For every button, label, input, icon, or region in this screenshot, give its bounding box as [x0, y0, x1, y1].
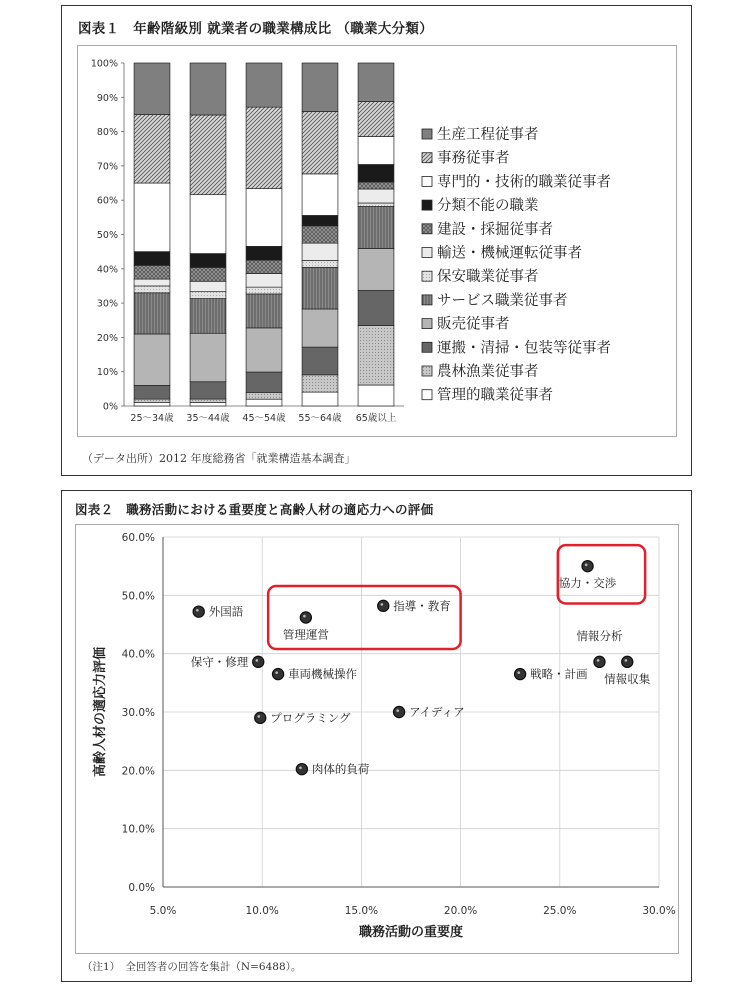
- bar-segment: [358, 137, 394, 165]
- data-point-highlight: [396, 709, 399, 712]
- legend-swatch: [422, 200, 432, 210]
- bar-segment: [246, 260, 282, 274]
- y-tick-label: 0.0%: [128, 882, 155, 894]
- figure2-panel: [61, 490, 692, 982]
- bar-segment: [246, 392, 282, 399]
- y-tick-label: 50.0%: [121, 590, 155, 603]
- data-point-highlight: [258, 715, 261, 718]
- legend-label: 事務従事者: [437, 150, 510, 167]
- y-tick-label: 0%: [102, 401, 118, 413]
- legend-swatch: [422, 390, 432, 400]
- data-point-highlight: [625, 659, 628, 662]
- data-point: [253, 656, 264, 667]
- bar-segment: [190, 403, 226, 406]
- bar-segment: [358, 326, 394, 386]
- point-label: 保守・修理: [190, 654, 249, 669]
- x-tick-label: 30.0%: [642, 905, 676, 917]
- data-point-highlight: [256, 659, 259, 662]
- y-tick-label: 70%: [96, 161, 118, 173]
- x-tick-label: 10.0%: [245, 905, 279, 917]
- legend-label: 建設・採掘従事者: [437, 221, 553, 238]
- legend-swatch: [422, 153, 432, 163]
- bar-segment: [190, 281, 226, 291]
- bar-segment: [134, 403, 170, 406]
- bar-segment: [358, 182, 394, 189]
- y-tick-label: 20.0%: [121, 765, 155, 778]
- bar-segment: [190, 399, 226, 402]
- bar-segment: [246, 328, 282, 372]
- legend-swatch: [422, 342, 432, 352]
- bar-segment: [358, 63, 394, 102]
- bar-segment: [358, 291, 394, 326]
- bar-segment: [302, 392, 338, 406]
- data-point-highlight: [381, 603, 384, 606]
- figure1-panel: [61, 5, 692, 476]
- legend-label: 農林漁業従事者: [437, 364, 539, 380]
- point-label: 指導・教育: [393, 598, 451, 613]
- point-label: 管理運営: [282, 627, 329, 642]
- bar-segment: [134, 265, 170, 279]
- x-tick-label: 65歳以上: [355, 413, 397, 424]
- figure2-scatter-chart: [62, 491, 693, 983]
- data-point: [272, 668, 283, 679]
- bar-segment: [302, 226, 338, 243]
- data-point: [622, 656, 633, 667]
- bar-segment: [302, 112, 338, 174]
- bar-segment: [134, 252, 170, 266]
- x-tick-label: 55～64歳: [298, 413, 342, 424]
- legend-label: 管理的職業従事者: [437, 387, 553, 404]
- y-tick-label: 30.0%: [121, 707, 155, 719]
- bar-segment: [246, 274, 282, 288]
- y-tick-label: 10.0%: [121, 823, 155, 836]
- data-point-highlight: [275, 671, 278, 674]
- bar-segment: [302, 174, 338, 216]
- bar-segment: [246, 372, 282, 392]
- x-tick-label: 15.0%: [344, 905, 379, 917]
- bar-segment: [358, 102, 394, 137]
- bar-segment: [358, 385, 394, 406]
- bar-segment: [302, 260, 338, 267]
- data-point: [582, 561, 593, 572]
- bar-segment: [134, 293, 170, 334]
- bar-segment: [302, 347, 338, 375]
- x-tick-label: 25.0%: [543, 905, 577, 917]
- legend-swatch: [422, 366, 432, 376]
- data-point: [193, 606, 204, 617]
- data-point-highlight: [196, 609, 199, 612]
- bar-segment: [246, 287, 282, 294]
- x-tick-label: 45～54歳: [242, 413, 286, 424]
- legend-swatch: [422, 248, 432, 258]
- figure2-note: （注1） 全回答者の回答を集計（N=6488）。: [82, 961, 302, 973]
- bar-segment: [134, 183, 170, 252]
- legend-label: 運搬・清掃・包装等従事者: [437, 340, 611, 357]
- data-point: [594, 656, 605, 667]
- data-point-highlight: [585, 563, 588, 566]
- y-tick-label: 60%: [96, 195, 118, 207]
- data-point: [255, 712, 266, 723]
- bar-segment: [246, 399, 282, 406]
- bar-segment: [358, 249, 394, 291]
- bar-segment: [246, 189, 282, 247]
- data-point-highlight: [517, 671, 520, 674]
- figure2-title: 図表２ 職務活動における重要度と高齢人材の適応力への評価: [75, 502, 434, 517]
- y-tick-label: 60.0%: [121, 532, 155, 544]
- data-point-highlight: [303, 615, 306, 618]
- bar-segment: [134, 334, 170, 385]
- point-label: 情報収集: [604, 671, 651, 686]
- data-point: [378, 600, 389, 611]
- bar-segment: [190, 333, 226, 382]
- y-tick-label: 40.0%: [121, 648, 155, 661]
- data-point-highlight: [299, 766, 302, 769]
- point-label: アイディア: [409, 705, 465, 719]
- bar-segment: [246, 63, 282, 107]
- legend-label: 専門的・技術的職業従事者: [437, 174, 611, 191]
- data-point: [296, 764, 307, 775]
- bar-segment: [134, 63, 170, 114]
- y-tick-label: 80%: [96, 127, 118, 139]
- point-label: 車両機械操作: [288, 667, 358, 682]
- bar-segment: [190, 267, 226, 281]
- point-label: 情報分析: [576, 628, 623, 643]
- bar-segment: [246, 294, 282, 328]
- x-axis-title: 職務活動の重要度: [358, 925, 464, 940]
- bar-segment: [134, 279, 170, 286]
- bar-segment: [134, 114, 170, 183]
- y-tick-label: 10%: [96, 367, 118, 379]
- legend-swatch: [422, 271, 432, 281]
- data-point: [393, 706, 404, 717]
- bar-segment: [302, 63, 338, 112]
- bar-segment: [358, 189, 394, 203]
- bar-segment: [190, 382, 226, 399]
- bar-segment: [246, 246, 282, 260]
- bar-segment: [302, 375, 338, 392]
- bar-segment: [190, 115, 226, 195]
- bar-segment: [302, 309, 338, 347]
- bar-segment: [190, 292, 226, 299]
- y-tick-label: 30%: [96, 298, 118, 310]
- point-label: 協力・交渉: [558, 576, 617, 591]
- bar-segment: [302, 267, 338, 309]
- x-tick-label: 5.0%: [149, 905, 177, 917]
- point-label: プログラミング: [270, 710, 351, 725]
- figure1-source-note: （データ出所）2012 年度総務省「就業構造基本調査」: [82, 452, 356, 465]
- legend-swatch: [422, 319, 432, 329]
- bar-segment: [246, 107, 282, 189]
- bar-segment: [134, 385, 170, 399]
- y-tick-label: 40%: [96, 264, 118, 276]
- legend-swatch: [422, 295, 432, 305]
- point-label: 肉体的負荷: [311, 762, 370, 777]
- y-tick-label: 90%: [96, 92, 118, 104]
- data-point-highlight: [597, 659, 600, 662]
- x-tick-label: 20.0%: [443, 905, 478, 917]
- legend-swatch: [422, 224, 432, 234]
- point-label: 外国語: [208, 604, 244, 619]
- y-axis-title: 高齢人材の適応力評価: [93, 646, 108, 778]
- legend-label: 輸送・機械運転従事者: [437, 245, 582, 262]
- legend-swatch: [422, 129, 432, 139]
- figure1-stacked-bar-chart: [62, 6, 693, 477]
- bar-segment: [190, 254, 226, 268]
- point-label: 戦略・計画: [530, 667, 588, 682]
- y-tick-label: 100%: [90, 58, 118, 70]
- figure1-title: 図表１ 年齢階級別 就業者の職業構成比 （職業大分類）: [78, 21, 433, 37]
- bar-segment: [358, 203, 394, 207]
- bar-segment: [134, 286, 170, 293]
- highlight-box-negotiation: [558, 545, 645, 603]
- legend-label: 保安職業従事者: [437, 269, 539, 286]
- legend-label: 販売従事者: [437, 316, 510, 333]
- bar-segment: [358, 207, 394, 249]
- bar-segment: [190, 299, 226, 334]
- y-tick-label: 50%: [96, 230, 118, 241]
- legend-swatch: [422, 176, 432, 186]
- bar-segment: [190, 195, 226, 254]
- bar-segment: [358, 165, 394, 183]
- legend-label: 生産工程従事者: [437, 127, 539, 143]
- x-tick-label: 25～34歳: [130, 413, 174, 424]
- y-tick-label: 20%: [96, 332, 118, 344]
- data-point: [515, 668, 526, 679]
- bar-segment: [302, 243, 338, 260]
- bar-segment: [302, 215, 338, 225]
- x-tick-label: 35～44歳: [186, 413, 230, 424]
- legend-label: 分類不能の職業: [437, 198, 539, 215]
- data-point: [300, 612, 311, 623]
- legend-label: サービス職業従事者: [437, 292, 568, 309]
- bar-segment: [134, 399, 170, 402]
- bar-segment: [190, 63, 226, 115]
